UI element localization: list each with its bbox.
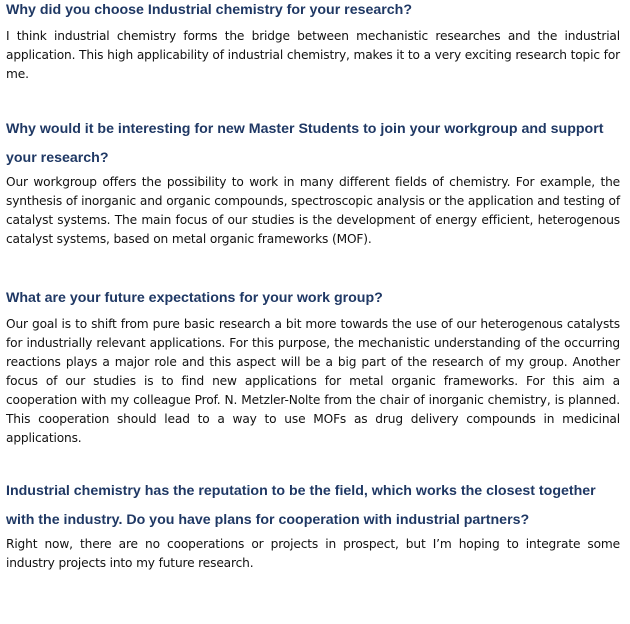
question-heading: What are your future expectations for your work group? [6, 290, 383, 306]
answer-paragraph: Right now, there are no cooperations or projects in prospect, but I’m hoping to integrate some industry projects into my future research. [6, 537, 620, 570]
question-heading: Industrial chemistry has the reputation to be the field, which works the closest together with the industry. Do you have plans for cooperation with industrial partners? [6, 483, 596, 528]
answer-paragraph: Our goal is to shift from pure basic research a bit more towards the use of our heterogenous catalysts for industrially relevant applications. For this purpose, the mechanistic understanding of the occurring reactions plays a major role and this aspect will be a big part of the research of my group. Another focus of our studies is to find new applications for metal organic frameworks. For this aim a cooperation with my colleague Prof. N. Metzler-Nolte from the chair of inorganic chemistry, is planned. This cooperation should lead to a way to use MOFs as drug delivery compounds in medicinal applications. [6, 317, 620, 445]
answer-paragraph: I think industrial chemistry forms the bridge between mechanistic researches and the industrial application. This high applicability of industrial chemistry, makes it to a very exciting research topic for me. [6, 29, 620, 81]
question-heading: Why did you choose Industrial chemistry for your research? [6, 2, 413, 18]
interview-document [6, 0, 620, 573]
question-heading: Why would it be interesting for new Master Students to join your workgroup and support your research? [6, 121, 604, 166]
answer-paragraph: Our workgroup offers the possibility to work in many different fields of chemistry. For example, the synthesis of inorganic and organic compounds, spectroscopic analysis or the application and testing of catalyst systems. The main focus of our studies is the development of energy efficient, heterogenous catalyst systems, based on metal organic frameworks (MOF). [6, 175, 620, 246]
